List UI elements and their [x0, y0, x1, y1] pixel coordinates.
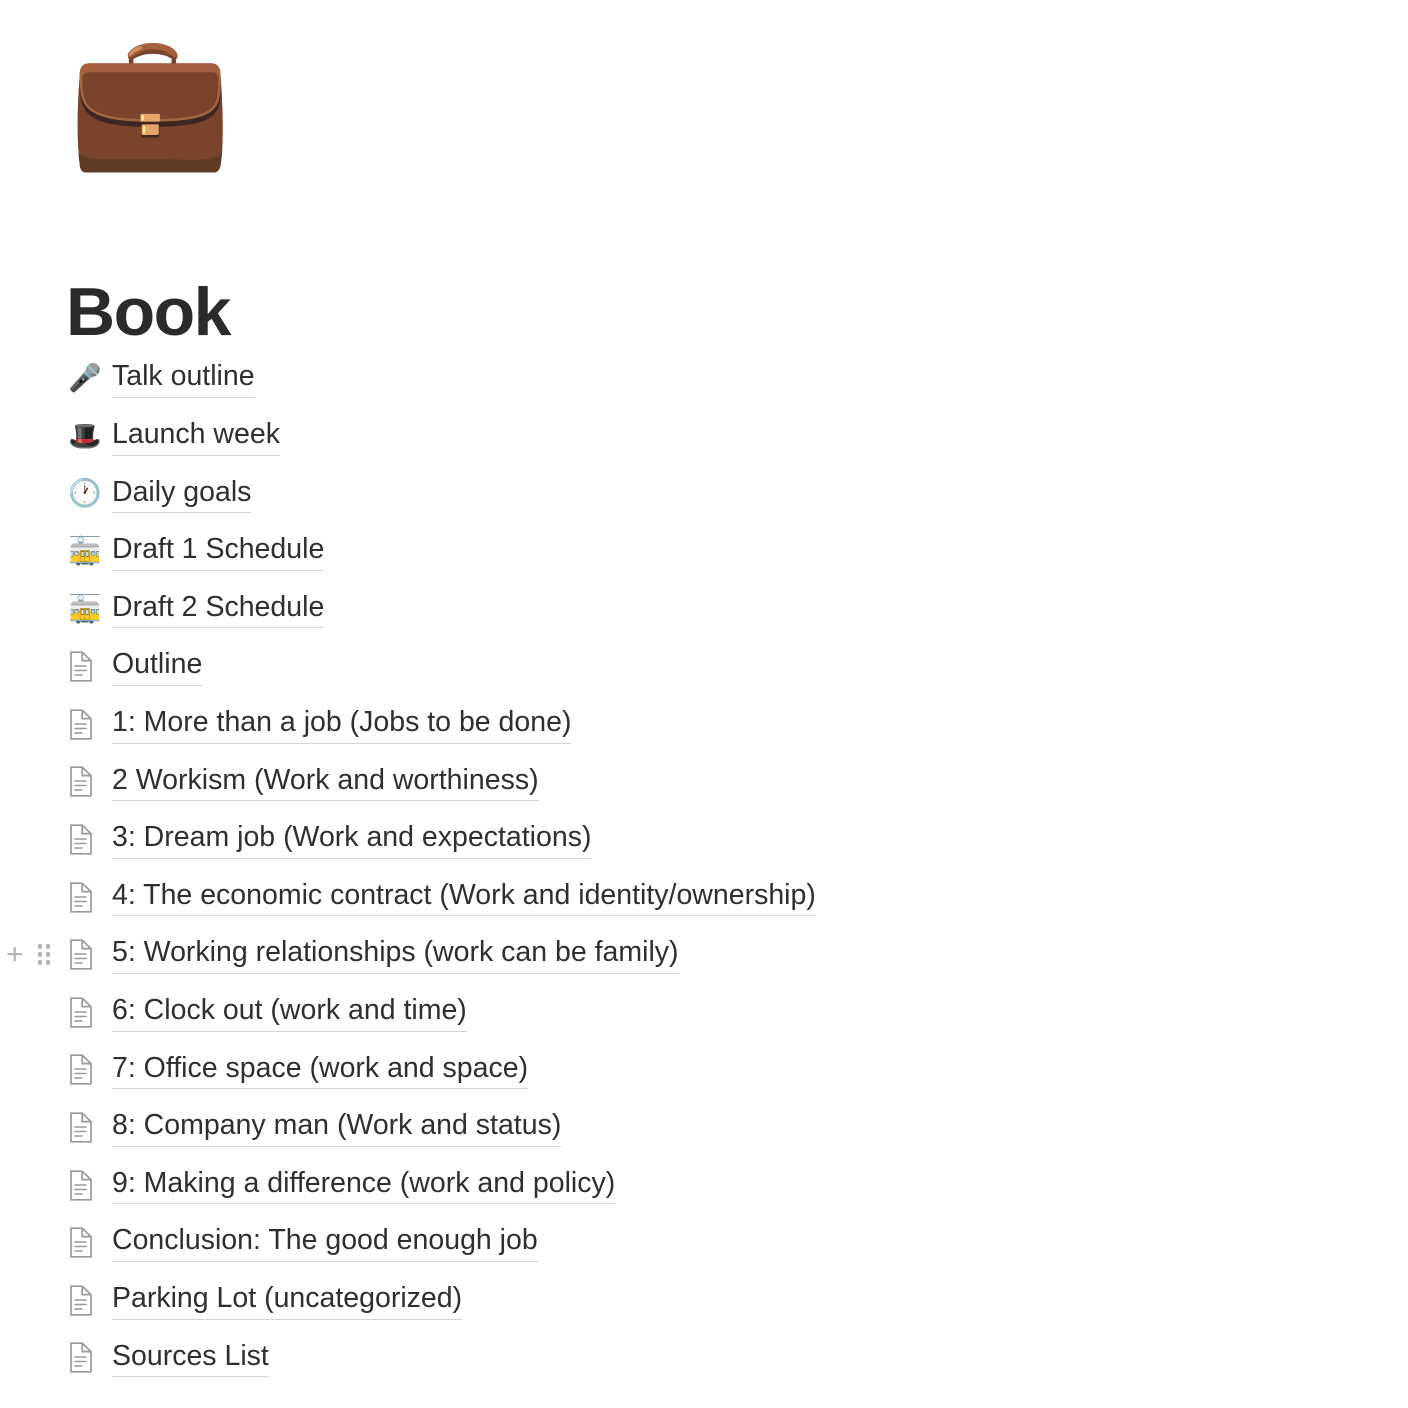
tram-car-emoji: 🚋	[68, 593, 102, 624]
list-item[interactable]	[68, 1156, 1348, 1214]
page-icon	[68, 1112, 112, 1143]
item-label[interactable]: Launch week	[112, 417, 280, 456]
microphone-emoji: 🎤	[68, 363, 102, 394]
clock-emoji: 🕐	[68, 478, 102, 509]
block-handles	[6, 937, 51, 971]
item-label[interactable]: Daily goals	[112, 475, 251, 514]
item-label[interactable]: 9: Making a difference (work and policy)	[112, 1166, 615, 1205]
item-label[interactable]: Conclusion: The good enough job	[112, 1223, 538, 1262]
item-label[interactable]: Sources List	[112, 1339, 269, 1378]
list-item[interactable]	[68, 465, 1348, 523]
tram-car-emoji: 🚋	[68, 536, 102, 567]
page-icon	[68, 1227, 112, 1258]
page-icon	[68, 1170, 112, 1201]
page-icon	[68, 1342, 112, 1373]
item-label[interactable]: Draft 1 Schedule	[112, 532, 324, 571]
list-item[interactable]	[68, 1041, 1348, 1099]
page-links-list	[6, 350, 1348, 1387]
list-item[interactable]	[68, 1099, 1348, 1157]
list-item[interactable]	[68, 811, 1348, 869]
page-icon	[68, 709, 112, 740]
page-icon	[68, 824, 112, 855]
list-item[interactable]	[68, 1329, 1348, 1387]
add-block-icon[interactable]: +	[6, 937, 24, 971]
list-item[interactable]	[68, 408, 1348, 466]
item-label[interactable]: 2 Workism (Work and worthiness)	[112, 763, 539, 802]
item-label[interactable]: 7: Office space (work and space)	[112, 1051, 528, 1090]
list-item[interactable]	[68, 1214, 1348, 1272]
item-label[interactable]: 6: Clock out (work and time)	[112, 993, 467, 1032]
item-label[interactable]: 8: Company man (Work and status)	[112, 1108, 561, 1147]
list-item[interactable]	[68, 868, 1348, 926]
list-item[interactable]	[68, 523, 1348, 581]
page-title[interactable]: Book	[66, 273, 230, 350]
drag-handle-icon[interactable]	[38, 944, 51, 965]
page-icon	[68, 997, 112, 1028]
page-emoji-icon[interactable]: 💼	[68, 26, 233, 173]
list-item[interactable]	[68, 984, 1348, 1042]
page-icon	[68, 1285, 112, 1316]
item-label[interactable]: 1: More than a job (Jobs to be done)	[112, 705, 571, 744]
list-item[interactable]	[68, 580, 1348, 638]
item-label[interactable]: 5: Working relationships (work can be family)	[112, 935, 679, 974]
page-icon	[68, 766, 112, 797]
page-icon	[68, 651, 112, 682]
page-icon	[68, 1054, 112, 1085]
list-item[interactable]	[68, 638, 1348, 696]
item-label[interactable]: Draft 2 Schedule	[112, 590, 324, 629]
list-item[interactable]	[68, 1272, 1348, 1330]
item-label[interactable]: 3: Dream job (Work and expectations)	[112, 820, 591, 859]
page-icon	[68, 882, 112, 913]
item-label[interactable]: Talk outline	[112, 359, 255, 398]
list-item[interactable]	[68, 753, 1348, 811]
top-hat-emoji: 🎩	[68, 420, 102, 451]
item-label[interactable]: 4: The economic contract (Work and identity/ownership)	[112, 878, 816, 917]
page-icon	[68, 939, 112, 970]
list-item[interactable]	[6, 926, 1348, 984]
item-label[interactable]: Parking Lot (uncategorized)	[112, 1281, 462, 1320]
list-item[interactable]	[68, 696, 1348, 754]
list-item[interactable]	[68, 350, 1348, 408]
item-label[interactable]: Outline	[112, 647, 202, 686]
